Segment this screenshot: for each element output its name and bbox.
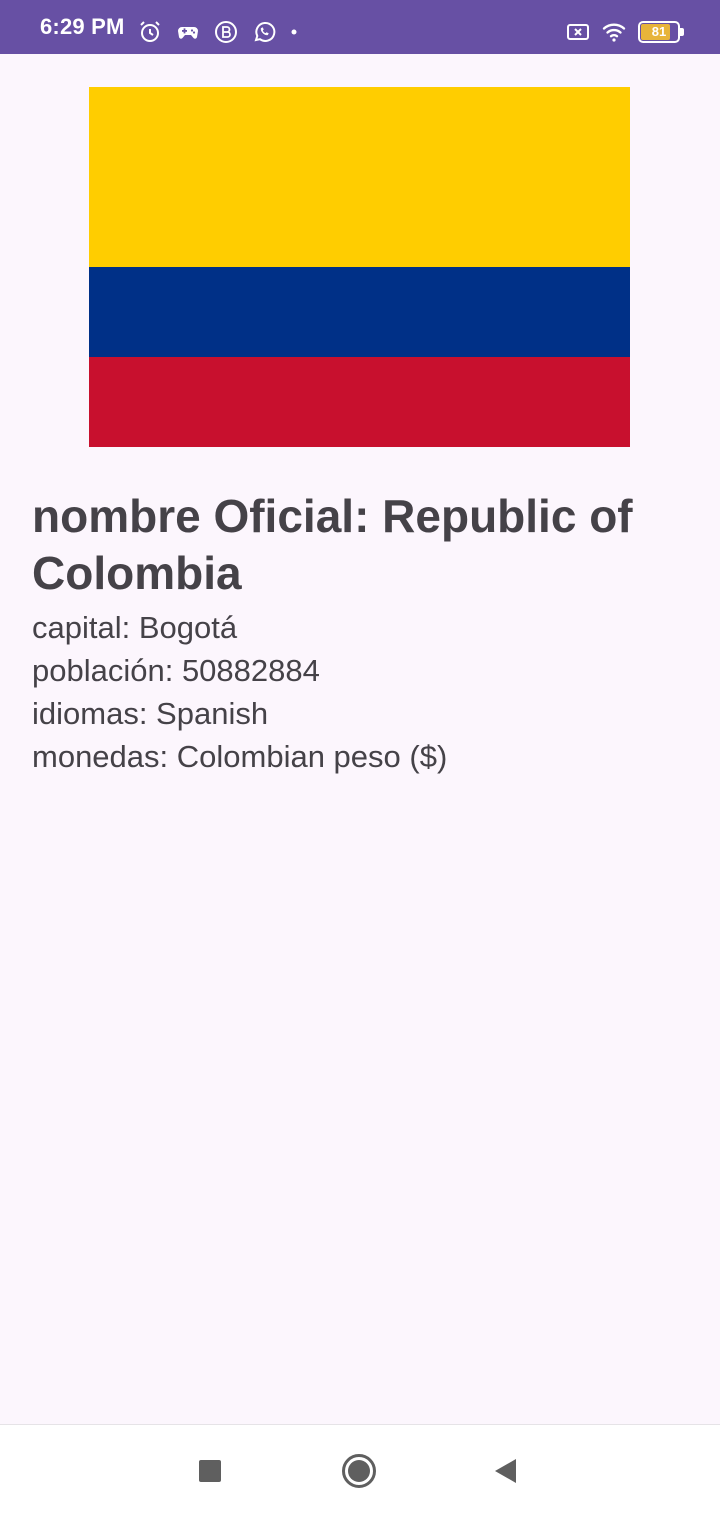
battery-icon xyxy=(638,21,684,43)
alarm-icon xyxy=(138,20,162,44)
status-bar xyxy=(0,0,720,54)
dot-icon xyxy=(290,28,298,36)
notification-icons xyxy=(138,20,298,44)
flag-stripe-red xyxy=(89,357,630,447)
recents-button[interactable] xyxy=(188,1449,232,1493)
back-icon xyxy=(494,1459,518,1483)
currencies-text: monedas: Colombian peso ($) xyxy=(32,739,448,774)
country-detail-screen xyxy=(0,54,720,1424)
flag-stripe-blue xyxy=(89,267,630,357)
languages-text: idiomas: Spanish xyxy=(32,696,269,731)
recents-icon xyxy=(198,1459,222,1483)
navigation-bar xyxy=(0,1424,720,1520)
country-info xyxy=(32,606,688,778)
system-icons xyxy=(566,20,684,44)
home-button[interactable] xyxy=(337,1449,381,1493)
gamepad-icon xyxy=(176,20,200,44)
flag-stripe-yellow xyxy=(89,87,630,267)
sim-off-icon xyxy=(566,20,590,44)
wifi-icon xyxy=(602,20,626,44)
country-flag xyxy=(89,87,630,447)
status-time: 6:29 PM xyxy=(40,14,125,39)
capital-text: capital: Bogotá xyxy=(32,610,238,645)
battery-level: 81 xyxy=(651,24,667,39)
back-button[interactable] xyxy=(484,1449,528,1493)
official-name: nombre Oficial: Republic of Colombia xyxy=(32,490,633,599)
population-text: población: 50882884 xyxy=(32,653,320,688)
b-badge-icon xyxy=(214,20,238,44)
whatsapp-icon xyxy=(252,20,276,44)
home-icon xyxy=(341,1453,377,1489)
